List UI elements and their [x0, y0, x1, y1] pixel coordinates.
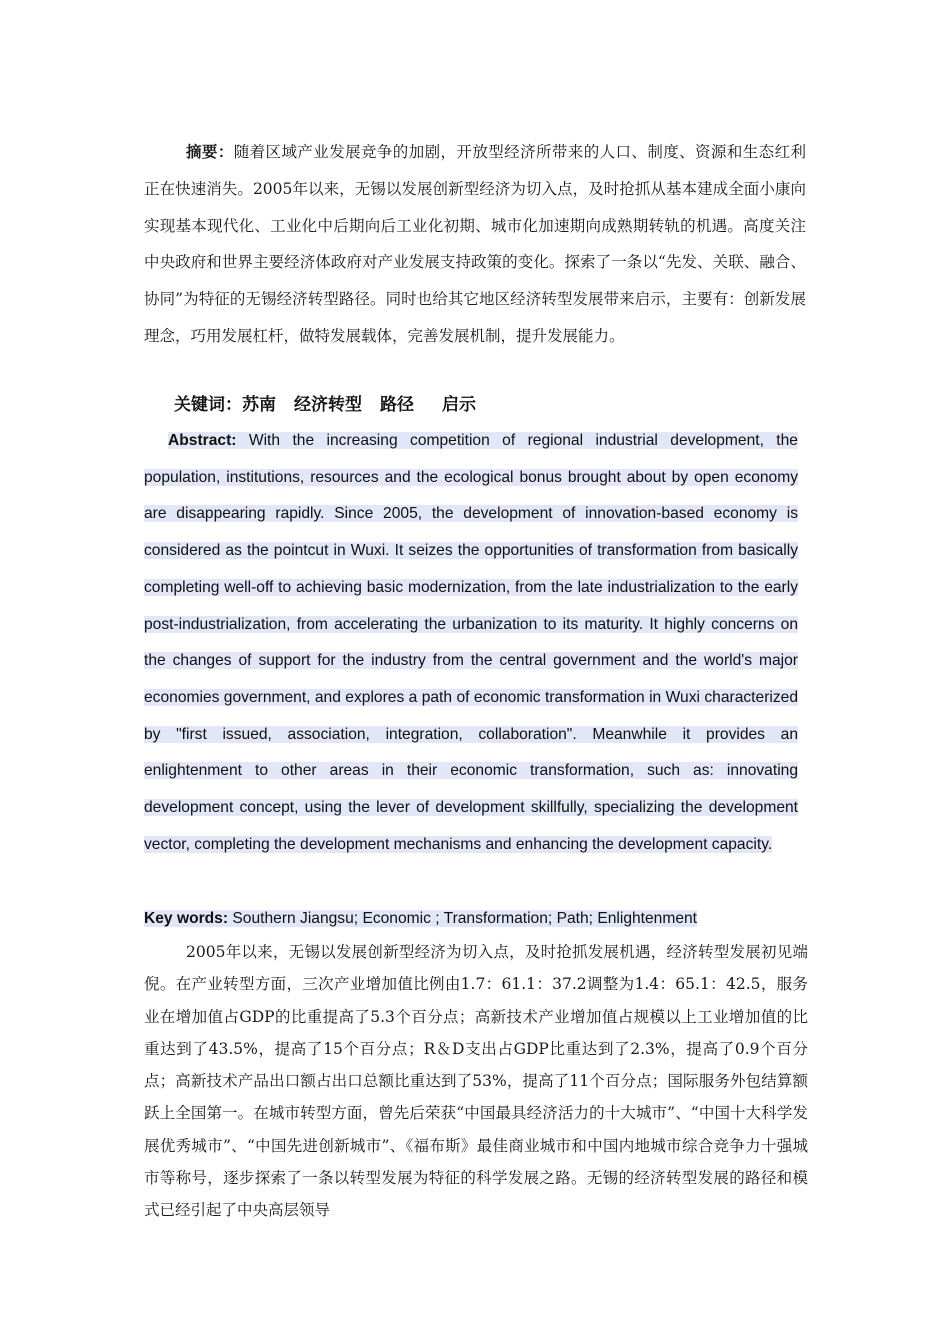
- abstract-en-text: With the increasing competition of regional industrial development, the population, institutions, resources and the ecological bonus brought about by open economy are disappearing rapidly. Since 2005, the development of innovation-based economy is considered as the pointcut in Wuxi. It seizes the opportunities of transformation from basically completing well-off to achieving basic modernization, from the late industrialization to the early post-industrialization, from accelerating the urbanization to its maturity. It highly concerns on the changes of support for the industry from the central government and the world's major economies government, and explores a path of economic transformation in Wuxi characterized by "first issued, association, integration, collaboration". Meanwhile it provides an enlightenment to other areas in their economic transformation, such as: innovating development concept, using the lever of development skillfully, specializing the development vector, completing the development mechanisms and enhancing the development capacity.: [144, 432, 798, 853]
- abstract-cn-text: 随着区域产业发展竞争的加剧，开放型经济所带来的人口、制度、资源和生态红利正在快速消失。2005年以来，无锡以发展创新型经济为切入点，及时抢抓从基本建成全面小康向实现基本现代化、工业化中后期向后工业化初期、城市化加速期向成熟期转轨的机遇。高度关注中央政府和世界主要经济体政府对产业发展支持政策的变化。探索了一条以“先发、关联、融合、协同”为特征的无锡经济转型路径。同时也给其它地区经济转型发展带来启示，主要有：创新发展理念，巧用发展杠杆，做特发展载体，完善发展机制，提升发展能力。: [144, 143, 806, 345]
- keywords-cn: [174, 390, 476, 415]
- keyword-cn-1: 苏南: [242, 395, 276, 415]
- keywords-en-text: Southern Jiangsu; Economic ; Transformation; Path; Enlightenment: [232, 910, 698, 927]
- keywords-cn-label: 关键词：: [174, 395, 242, 415]
- keywords-en-label: Key words:: [144, 910, 229, 927]
- abstract-en-label: Abstract:: [168, 432, 237, 449]
- abstract-en: [144, 423, 798, 863]
- body-paragraph: 2005年以来，无锡以发展创新型经济为切入点，及时抢抓发展机遇，经济转型发展初见端倪。在产业转型方面，三次产业增加值比例由1.7：61.1：37.2调整为1.4：65.1：42.5，服务业在增加值占GDP的比重提高了5.3个百分点；高新技术产业增加值占规模以上工业增加值的比重达到了43.5%，提高了15个百分点；R＆D支出占GDP比重达到了2.3%，提高了0.9个百分点；高新技术产品出口额占出口总额比重达到了53%，提高了11个百分点；国际服务外包结算额跃上全国第一。在城市转型方面，曾先后荣获“中国最具经济活力的十大城市”、“中国十大科学发展优秀城市”、“中国先进创新城市”、《福布斯》最佳商业城市和中国内地城市综合竞争力十强城市等称号，逐步探索了一条以转型发展为特征的科学发展之路。无锡的经济转型发展的路径和模式已经引起了中央高层领导: [144, 943, 808, 1220]
- keyword-cn-4: 启示: [442, 395, 476, 415]
- keywords-en: [144, 905, 798, 933]
- abstract-cn: [144, 134, 806, 355]
- keyword-cn-2: 经济转型: [294, 395, 362, 415]
- keyword-cn-3: 路径: [380, 395, 414, 415]
- abstract-cn-label: 摘要：: [186, 143, 234, 161]
